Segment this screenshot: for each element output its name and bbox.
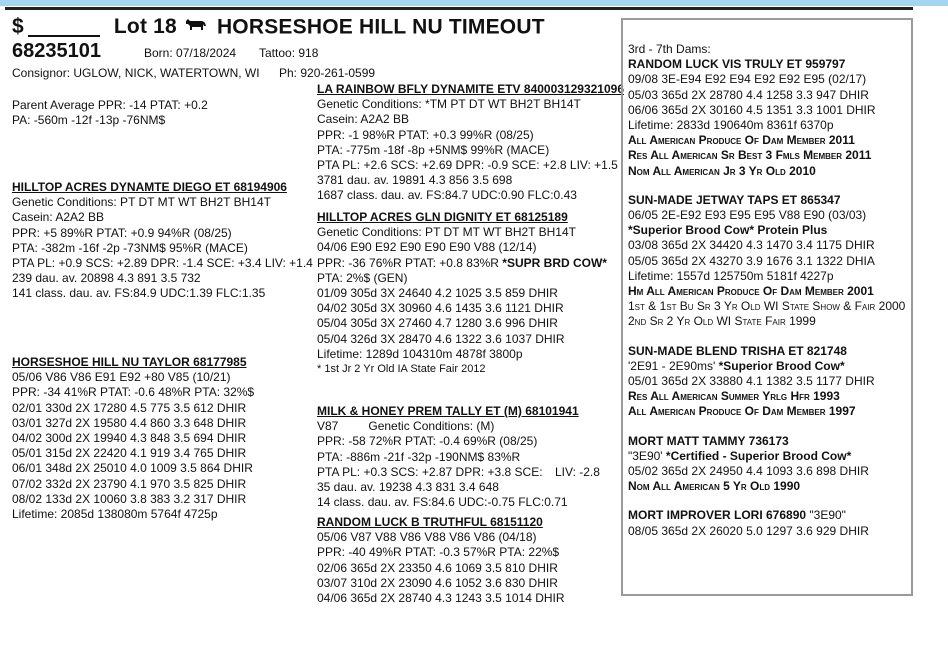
dam7-name-row <box>628 508 905 523</box>
dam3-lifetime: Lifetime: 2833d 190640m 8361f 6370p <box>628 118 834 133</box>
sires-dam-line: PTA: 2%$ (GEN) <box>317 270 408 285</box>
top-color-band <box>0 0 948 6</box>
dam3-award: All American Produce Of Dam Member 2011 <box>628 133 855 148</box>
dams-sire-name: MILK & HONEY PREM TALLY ET (M) 68101941 <box>317 404 579 418</box>
dam6-award: Nom All American 5 Yr Old 1990 <box>628 479 801 494</box>
page-title: HORSESHOE HILL NU TIMEOUT <box>216 15 545 39</box>
dam3-name: RANDOM LUCK VIS TRULY ET 959797 <box>628 57 846 72</box>
sires-dam-ppr <box>317 256 607 271</box>
price-label: $ <box>12 15 24 39</box>
dam3-award: Nom All American Jr 3 Yr Old 2010 <box>628 163 816 178</box>
dam5-award-text: *Superior Brood Cow* <box>715 358 845 373</box>
sire-line: 239 dau. av. 20898 4.3 891 3.5 732 <box>12 271 201 286</box>
dam-line: 03/01 327d 2X 19580 4.4 860 3.3 648 DHIR <box>12 415 247 430</box>
dams-sire-line: PTA: -886m -21f -32p -190NM$ 83%R <box>317 449 521 464</box>
dam-lifetime: Lifetime: 2085d 138080m 5764f 4725p <box>12 507 218 522</box>
dam4-award: Hm All American Produce Of Dam Member 2001 <box>628 284 874 299</box>
parent-average-pa: PA: -560m -12f -13p -76NM$ <box>12 113 166 128</box>
sires-dam-line: 05/04 305d 3X 27460 4.7 1280 3.6 996 DHIR <box>317 316 558 331</box>
dam4-award: 2nd Sr 2 Yr Old WI State Fair 1999 <box>628 314 816 329</box>
sire-line: Casein: A2A2 BB <box>12 210 105 225</box>
sire-line: Genetic Conditions: PT DT MT WT BH2T BH14T <box>12 195 271 210</box>
sires-dam-name: HILLTOP ACRES GLN DIGNITY ET 68125189 <box>317 210 568 224</box>
dams-dam-line: 03/07 310d 2X 23090 4.6 1052 3.6 830 DHIR <box>317 575 558 590</box>
dams-dam-line: 04/06 365d 2X 28740 4.3 1243 3.5 1014 DHIR <box>317 591 565 606</box>
sires-dam-lifetime: Lifetime: 1289d 104310m 4878f 3800p <box>317 346 523 361</box>
dam-line: 06/01 348d 2X 25010 4.0 1009 3.5 864 DHIR <box>12 461 253 476</box>
parent-average-line: Parent Average PPR: -14 PTAT: +0.2 <box>12 98 208 112</box>
dam6-name: MORT MATT TAMMY 736173 <box>628 433 789 448</box>
dams-box-heading: 3rd - 7th Dams: <box>628 42 711 56</box>
dams-sire-pta-pl: PTA PL: +0.3 SCS: +2.87 DPR: +3.8 SCE: <box>317 464 543 479</box>
dam5-class-row <box>628 359 905 374</box>
phone: Ph: 920-261-0599 <box>279 66 376 80</box>
cow-icon <box>185 14 207 40</box>
dam4-line: 05/05 365d 2X 43270 3.9 1676 3.1 1322 DHIA <box>628 253 875 268</box>
spacer <box>628 179 905 193</box>
dam7-name: MORT IMPROVER LORI 676890 <box>628 508 807 523</box>
dam-line: 07/02 332d 2X 23790 4.1 970 3.5 825 DHIR <box>12 476 247 491</box>
sires-dam-section <box>317 210 607 377</box>
dam-section <box>12 355 254 522</box>
dam4-line: 06/05 2E-E92 E93 E95 E95 V88 E90 (03/03) <box>628 208 867 223</box>
lot-label: Lot 18 <box>113 15 177 39</box>
dam4-lifetime: Lifetime: 1557d 125750m 5181f 4227p <box>628 268 834 283</box>
dams-dam-line: PPR: -40 49%R PTAT: -0.3 57%R PTA: 22%$ <box>317 545 560 560</box>
dam-line: 02/01 330d 2X 17280 4.5 775 3.5 612 DHIR <box>12 400 247 415</box>
sires-sire-name: LA RAINBOW BFLY DYNAMITE ETV 840003129321096 <box>317 82 625 96</box>
parent-average <box>12 98 208 128</box>
dam3-line: 09/08 3E-E94 E92 E94 E92 E92 E95 (02/17) <box>628 72 867 87</box>
sires-sire-line: PTA: -775m -18f -8p +5NM$ 99%R (MACE) <box>317 142 550 157</box>
sires-sire-line: PPR: -1 98%R PTAT: +0.3 99%R (08/25) <box>317 127 534 142</box>
dam7-line: 08/05 365d 2X 26020 5.0 1297 3.6 929 DHIR <box>628 523 869 538</box>
top-rule <box>5 7 913 10</box>
dam5-award: Res All American Summer Yrlg Hfr 1993 <box>628 389 840 404</box>
sire-line: PTA: -382m -16f -2p -73NM$ 95%R (MACE) <box>12 240 248 255</box>
sires-dam-line: 04/02 305d 3X 30960 4.6 1435 3.6 1121 DHIR <box>317 301 564 316</box>
dam3-line: 06/06 365d 2X 30160 4.5 1351 3.3 1001 DHIR <box>628 102 876 117</box>
sires-sire-line: Casein: A2A2 BB <box>317 112 410 127</box>
sires-sire-section <box>317 82 624 204</box>
spacer <box>628 494 905 508</box>
dams-dam-line: 05/06 V87 V88 V86 V88 V86 V86 (04/18) <box>317 530 537 545</box>
dam3-award: Res All American Sr Best 3 Fmls Member 2011 <box>628 148 872 163</box>
sires-sire-line: 3781 dau. av. 19891 4.3 856 3.5 698 <box>317 173 513 188</box>
dam4-award-line: *Superior Brood Cow* Protein Plus <box>628 223 828 238</box>
dam6-line: 05/02 365d 2X 24950 4.4 1093 3.6 898 DHIR <box>628 464 869 479</box>
dam-name: HORSESHOE HILL NU TAYLOR 68177985 <box>12 355 247 369</box>
sires-dam-line: 01/09 305d 3X 24640 4.2 1025 3.5 859 DHIR <box>317 286 558 301</box>
dam6-award-text: *Certified - Superior Brood Cow* <box>662 448 852 463</box>
dams-sire-genetic: Genetic Conditions: (M) <box>368 419 495 434</box>
price-blank-line <box>28 17 100 37</box>
sires-sire-line: Genetic Conditions: *TM PT DT WT BH2T BH14T <box>317 97 581 112</box>
sire-line: PPR: +5 89%R PTAT: +0.9 94%R (08/25) <box>12 225 232 240</box>
dam-line: 04/02 300d 2X 19940 4.3 848 3.5 694 DHIR <box>12 431 247 446</box>
dams-sire-line: 35 dau. av. 19238 4.3 831 3.4 648 <box>317 480 499 495</box>
dams-sire-line: PPR: -58 72%R PTAT: -0.4 69%R (08/25) <box>317 434 538 449</box>
dams-dam-line: 02/06 365d 2X 23350 4.6 1069 3.5 810 DHIR <box>317 560 558 575</box>
spacer <box>628 330 905 344</box>
tattoo: Tattoo: 918 <box>259 46 319 60</box>
birth-date: Born: 07/18/2024 <box>144 46 237 60</box>
sire-section <box>12 180 313 302</box>
dams-sire-line: 14 class. dau. av. FS:84.6 UDC:-0.75 FLC:0.71 <box>317 495 568 510</box>
dam5-award: All American Produce Of Dam Member 1997 <box>628 404 856 419</box>
title-row <box>12 14 545 40</box>
sires-dam-line: 05/04 326d 3X 28470 4.6 1322 3.6 1037 DHIR <box>317 331 565 346</box>
sires-dam-line: Genetic Conditions: PT DT MT WT BH2T BH14T <box>317 225 576 240</box>
dam-line: 05/01 315d 2X 22420 4.1 919 3.4 765 DHIR <box>12 446 247 461</box>
dam6-class-row <box>628 449 905 464</box>
dams-sire-pta-pl-row <box>317 465 617 480</box>
dam4-award: 1st & 1st Bu Sr 3 Yr Old WI State Show & Fair 2000 <box>628 299 906 314</box>
dam4-name: SUN-MADE JETWAY TAPS ET 865347 <box>628 192 841 207</box>
dams-sire-liv: LIV: -2.8 <box>555 464 600 479</box>
dam5-name: SUN-MADE BLEND TRISHA ET 821748 <box>628 343 847 358</box>
sire-name: HILLTOP ACRES DYNAMTE DIEGO ET 68194906 <box>12 180 287 194</box>
dam-line: 05/06 V86 V86 E91 E92 +80 V85 (10/21) <box>12 370 231 385</box>
registration-number: 68235101 <box>12 40 101 62</box>
dam4-line: 03/08 365d 2X 34420 4.3 1470 3.4 1175 DHIR <box>628 238 875 253</box>
dams-sire-class: V87 <box>317 419 339 434</box>
sires-sire-line: PTA PL: +2.6 SCS: +2.69 DPR: -0.9 SCE: +2.8 LIV: +1.5 <box>317 158 618 173</box>
dam5-line: 05/01 365d 2X 33880 4.1 1382 3.5 1177 DHIR <box>628 374 875 389</box>
dam3-line: 05/03 365d 2X 28780 4.4 1258 3.3 947 DHIR <box>628 87 869 102</box>
dam5-class: '2E91 - 2E90ms' <box>628 358 716 373</box>
dam-line: 08/02 133d 2X 10060 3.8 383 3.2 317 DHIR <box>12 491 247 506</box>
sires-sire-line: 1687 class. dau. av. FS:84.7 UDC:0.90 FLC:0.43 <box>317 188 577 203</box>
dams-dam-name: RANDOM LUCK B TRUTHFUL 68151120 <box>317 515 543 529</box>
dams-sire-section <box>317 404 617 510</box>
sire-line: 141 class. dau. av. FS:84.9 UDC:1.39 FLC:1.35 <box>12 286 266 301</box>
sires-dam-line: 04/06 E90 E92 E90 E90 E90 V88 (12/14) <box>317 240 537 255</box>
dams-box-content <box>628 42 905 539</box>
spacer <box>628 420 905 434</box>
dam-line: PPR: -34 41%R PTAT: -0.6 48%R PTA: 32%$ <box>12 385 255 400</box>
dam7-class: "3E90" <box>806 508 846 523</box>
dam6-class: "3E90' <box>628 448 663 463</box>
sire-line: PTA PL: +0.9 SCS: +2.89 DPR: -1.4 SCE: +3.4 LIV: +1.4 <box>12 256 313 271</box>
dams-dam-section <box>317 515 565 606</box>
sires-dam-ppr-text: PPR: -36 76%R PTAT: +0.8 83%R <box>317 255 499 270</box>
sires-dam-ppr-award: *SUPR BRD COW* <box>498 255 607 270</box>
sires-dam-award: * 1st Jr 2 Yr Old IA State Fair 2012 <box>317 363 486 376</box>
consignor: Consignor: UGLOW, NICK, WATERTOWN, WI <box>12 66 260 80</box>
dams-sire-class-row <box>317 419 617 434</box>
